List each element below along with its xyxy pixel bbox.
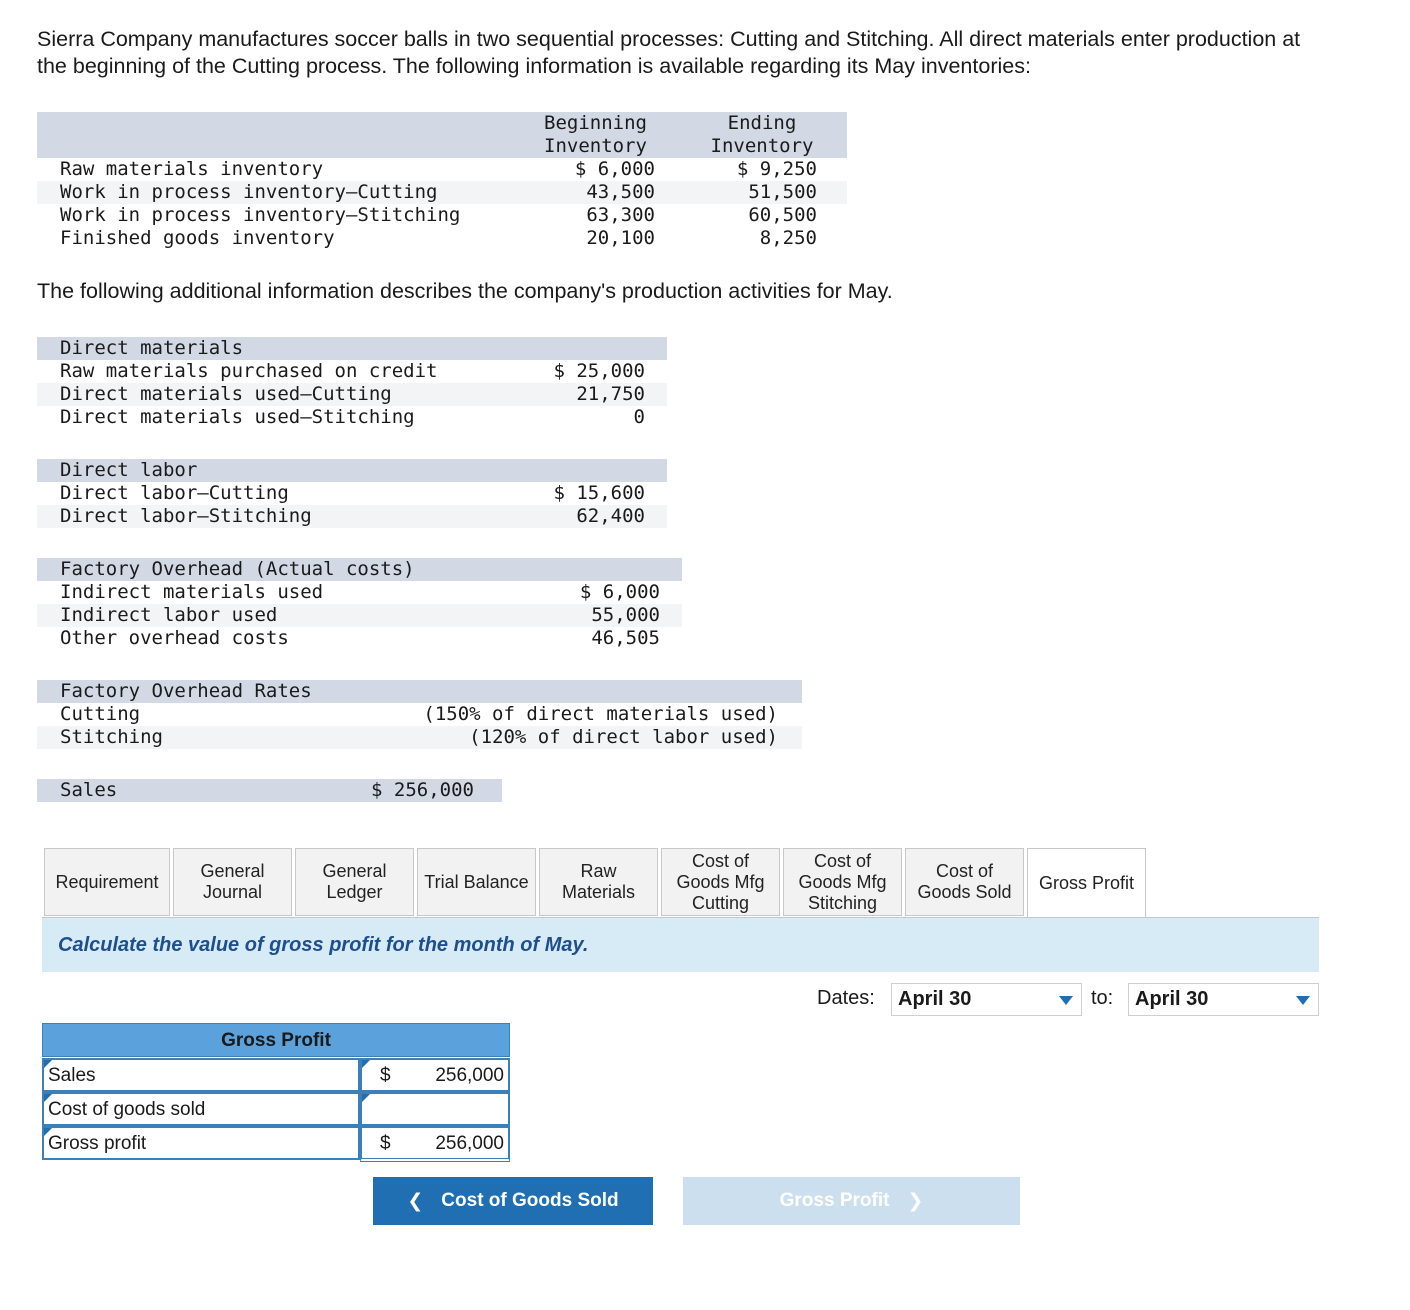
date-from-select[interactable] xyxy=(891,983,1082,1016)
header-ending-line1: Ending xyxy=(727,112,797,134)
header-ending xyxy=(702,112,822,158)
row-label: Sales xyxy=(48,1065,96,1086)
gross-profit-amount xyxy=(360,1126,510,1162)
row-label: Raw materials purchased on credit xyxy=(60,360,438,382)
section-title-text: Direct materials xyxy=(60,337,244,359)
tab-label: Goods Mfg xyxy=(798,871,887,892)
next-gross-profit-button[interactable] xyxy=(683,1177,1020,1225)
row-label: Direct materials used—Cutting xyxy=(60,383,392,405)
beginning-value: 63,300 xyxy=(586,204,655,226)
row-value: (150% of direct materials used) xyxy=(423,703,778,725)
row-value: (120% of direct labor used) xyxy=(469,726,778,748)
section-title-text: Direct labor xyxy=(60,459,198,481)
list-item xyxy=(37,726,802,749)
tab-general-journal[interactable] xyxy=(173,848,292,916)
gross-profit-label-input[interactable] xyxy=(42,1126,360,1160)
dropdown-indicator-icon xyxy=(44,1094,52,1102)
ending-value: 60,500 xyxy=(748,204,817,226)
tab-label: Trial Balance xyxy=(424,871,529,892)
ending-value: $ 9,250 xyxy=(736,158,817,180)
dropdown-indicator-icon xyxy=(362,1094,370,1102)
section-title xyxy=(37,459,667,482)
sales-amount-input[interactable] xyxy=(360,1058,510,1092)
tab-gross-profit[interactable] xyxy=(1027,848,1146,918)
chevron-left-icon: ❮ xyxy=(407,1190,424,1212)
row-label: Indirect materials used xyxy=(60,581,324,603)
gross-profit-title: Gross Profit xyxy=(42,1023,510,1057)
list-item xyxy=(37,627,682,650)
intro-line-1: Sierra Company manufactures soccer balls in two sequential processes: Cutting and Stitching. All direct materials enter production at xyxy=(37,27,1301,51)
tab-cost-goods-mfg-cutting[interactable] xyxy=(661,848,780,916)
inventory-row xyxy=(37,227,847,250)
row-label: Cutting xyxy=(60,703,141,725)
header-ending-line2: Inventory xyxy=(710,135,814,157)
instruction-banner xyxy=(42,918,1319,972)
tab-cost-goods-mfg-stitching[interactable] xyxy=(783,848,902,916)
row-label: Direct labor—Cutting xyxy=(60,482,289,504)
dollar-sign: $ xyxy=(380,1065,391,1086)
tab-label: Gross Profit xyxy=(1038,872,1135,893)
section-title xyxy=(37,558,682,581)
list-item xyxy=(37,505,667,528)
tab-requirement[interactable] xyxy=(44,848,170,916)
dates-to-label: to: xyxy=(1091,987,1114,1009)
tab-label: Cost of xyxy=(813,850,871,871)
tab-label: Ledger xyxy=(326,882,383,902)
chevron-down-icon xyxy=(1296,996,1310,1005)
row-label: Raw materials inventory xyxy=(60,158,324,180)
next-button-label: Gross Profit xyxy=(779,1190,890,1211)
additional-info-text: The following additional information describes the company's production activities for May. xyxy=(37,279,893,303)
dates-label: Dates: xyxy=(817,987,875,1009)
row-value: $ 15,600 xyxy=(553,482,645,504)
inventory-table xyxy=(37,112,847,252)
tab-label: Goods Sold xyxy=(917,882,1012,902)
dropdown-indicator-icon xyxy=(44,1060,52,1068)
cogs-label-input[interactable] xyxy=(42,1092,360,1126)
section-title xyxy=(37,337,667,360)
dropdown-indicator-icon xyxy=(44,1128,52,1136)
header-beginning xyxy=(533,112,658,158)
row-value: 0 xyxy=(633,406,645,428)
row-label: Gross profit xyxy=(48,1133,147,1154)
date-from-value: April 30 xyxy=(898,988,972,1010)
list-item xyxy=(37,703,802,726)
cogs-amount-input[interactable] xyxy=(360,1092,510,1126)
chevron-right-icon: ❯ xyxy=(907,1190,924,1212)
tab-label: Cost of xyxy=(935,861,994,881)
inventory-row xyxy=(37,158,847,181)
tab-label: Raw xyxy=(580,861,617,881)
list-item xyxy=(37,406,667,429)
intro-line-2: the beginning of the Cutting process. The following information is available regarding its May inventories: xyxy=(37,54,1031,78)
row-value: $ 25,000 xyxy=(553,360,645,382)
tab-label: Cost of xyxy=(691,850,749,871)
row-value: $ 256,000 xyxy=(371,779,474,801)
beginning-value: 20,100 xyxy=(586,227,655,249)
amount-value: 256,000 xyxy=(435,1065,504,1086)
row-value: $ 6,000 xyxy=(579,581,660,603)
tab-general-ledger[interactable] xyxy=(295,848,414,916)
amount-value: 256,000 xyxy=(435,1133,504,1154)
list-item xyxy=(37,581,682,604)
tab-cost-goods-sold[interactable] xyxy=(905,848,1024,916)
row-label: Work in process inventory—Cutting xyxy=(60,181,438,203)
row-label: Work in process inventory—Stitching xyxy=(60,204,461,226)
row-value: 55,000 xyxy=(591,604,660,626)
sales-label-input[interactable] xyxy=(42,1058,360,1092)
row-label: Finished goods inventory xyxy=(60,227,335,249)
tab-trial-balance[interactable] xyxy=(417,848,536,916)
tab-label: General xyxy=(200,861,265,881)
row-value: 21,750 xyxy=(576,383,645,405)
tab-label: Cutting xyxy=(691,892,750,913)
beginning-value: $ 6,000 xyxy=(574,158,655,180)
instruction-text: Calculate the value of gross profit for the month of May. xyxy=(58,934,589,956)
prev-button-label: Cost of Goods Sold xyxy=(441,1190,619,1211)
tab-raw-materials[interactable] xyxy=(539,848,658,916)
row-label: Cost of goods sold xyxy=(48,1099,206,1120)
beginning-value: 43,500 xyxy=(586,181,655,203)
intro-text xyxy=(37,26,1410,80)
section-title-text: Factory Overhead (Actual costs) xyxy=(60,558,415,580)
tab-label: Requirement xyxy=(55,871,159,892)
row-label: Stitching xyxy=(60,726,163,748)
sales-row xyxy=(37,779,502,802)
tab-label: Goods Mfg xyxy=(676,871,765,892)
prev-cost-of-goods-sold-button[interactable] xyxy=(373,1177,653,1225)
row-value: 46,505 xyxy=(591,627,660,649)
tab-label: Journal xyxy=(202,882,263,902)
row-label: Sales xyxy=(60,779,118,801)
date-to-value: April 30 xyxy=(1135,988,1209,1010)
dropdown-indicator-icon xyxy=(362,1060,370,1068)
row-label: Other overhead costs xyxy=(60,627,289,649)
header-beginning-line1: Beginning xyxy=(544,112,647,134)
ending-value: 8,250 xyxy=(759,227,817,249)
row-label: Direct labor—Stitching xyxy=(60,505,312,527)
row-label: Direct materials used—Stitching xyxy=(60,406,415,428)
list-item xyxy=(37,383,667,406)
date-to-select[interactable] xyxy=(1128,983,1319,1016)
row-value: 62,400 xyxy=(576,505,645,527)
header-beginning-line2: Inventory xyxy=(544,135,647,157)
section-title-text: Factory Overhead Rates xyxy=(60,680,312,702)
dollar-sign: $ xyxy=(380,1133,391,1154)
inventory-row xyxy=(37,204,847,227)
chevron-down-icon xyxy=(1059,996,1073,1005)
tab-label: Stitching xyxy=(807,892,878,913)
row-label: Indirect labor used xyxy=(60,604,278,626)
ending-value: 51,500 xyxy=(748,181,817,203)
inventory-row xyxy=(37,181,847,204)
list-item xyxy=(37,482,667,505)
section-title xyxy=(37,680,802,703)
list-item xyxy=(37,604,682,627)
tab-label: General xyxy=(322,861,387,881)
list-item xyxy=(37,360,667,383)
tab-label: Materials xyxy=(561,882,636,902)
